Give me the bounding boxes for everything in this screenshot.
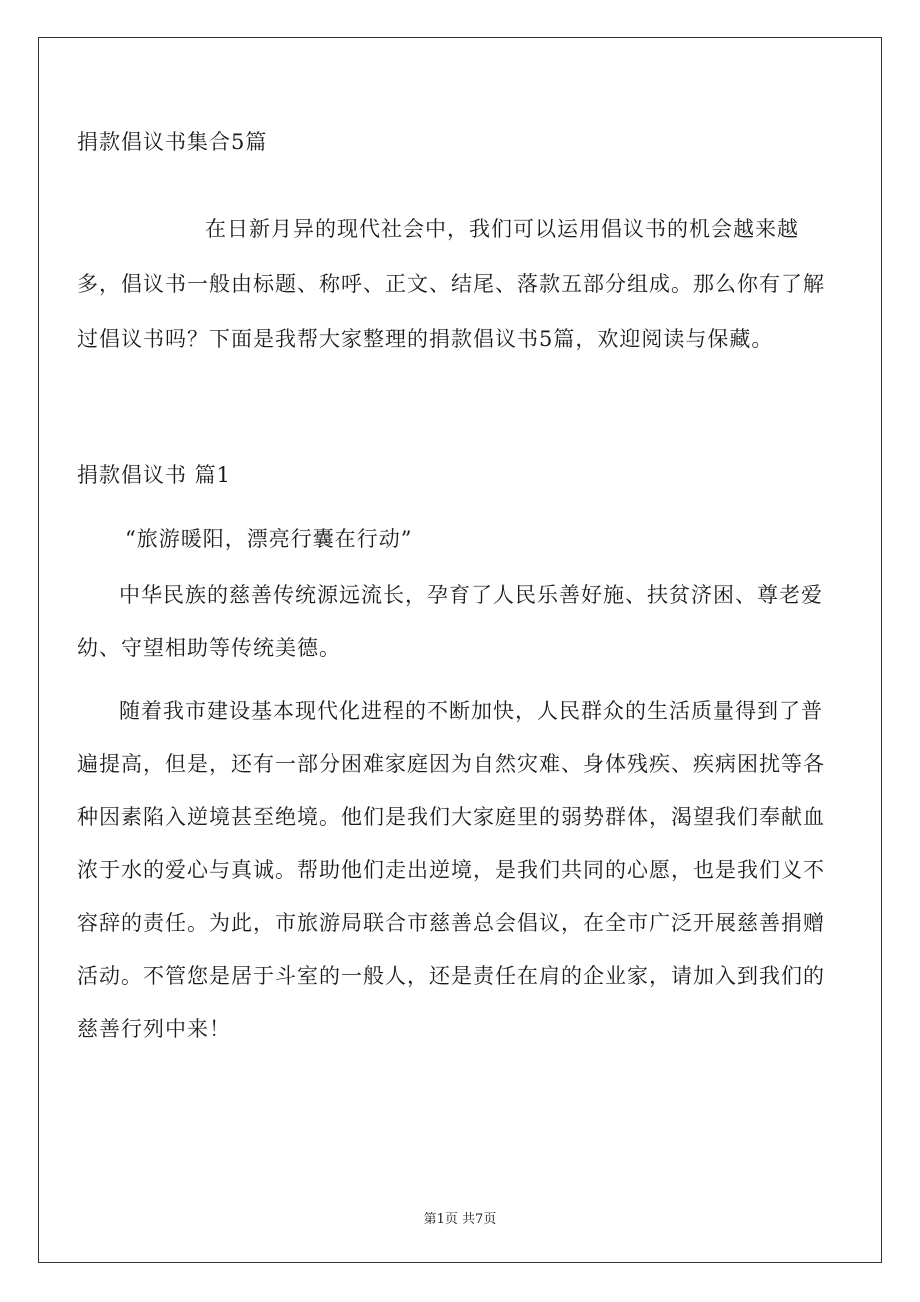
document-body — [77, 122, 837, 1056]
page-number-footer: 第1页 共7页 — [423, 1212, 497, 1227]
intro-paragraph: 在日新月异的现代社会中，我们可以运用倡议书的机会越来越多，倡议书一般由标题、称呼、正文、结尾、落款五部分组成。那么你有了解过倡议书吗？下面是我帮大家整理的捐款倡议书5篇，欢迎阅读与保藏。 — [77, 217, 825, 351]
body-paragraph-1: 中华民族的慈善传统源远流长，孕育了人民乐善好施、扶贫济困、尊老爱幼、守望相助等传统美德。 — [77, 583, 823, 660]
section-heading: 捐款倡议书 篇1 — [77, 463, 232, 487]
section-slogan: “旅游暖阳，漂亮行囊在行动” — [125, 527, 413, 551]
body-paragraph-2: 随着我市建设基本现代化进程的不断加快，人民群众的生活质量得到了普遍提高，但是，还有一部分困难家庭因为自然灾难、身体残疾、疾病困扰等各种因素陷入逆境甚至绝境。他们是我们大家庭里的弱势群体，渴望我们奉献血浓于水的爱心与真诚。帮助他们走出逆境，是我们共同的心愿，也是我们义不容辞的责任。为此，市旅游局联合市慈善总会倡议，在全市广泛开展慈善捐赠活动。不管您是居于斗室的一般人，还是责任在肩的企业家，请加入到我们的慈善行列中来！ — [77, 699, 825, 1041]
document-title: 捐款倡议书集合5篇 — [77, 130, 268, 154]
